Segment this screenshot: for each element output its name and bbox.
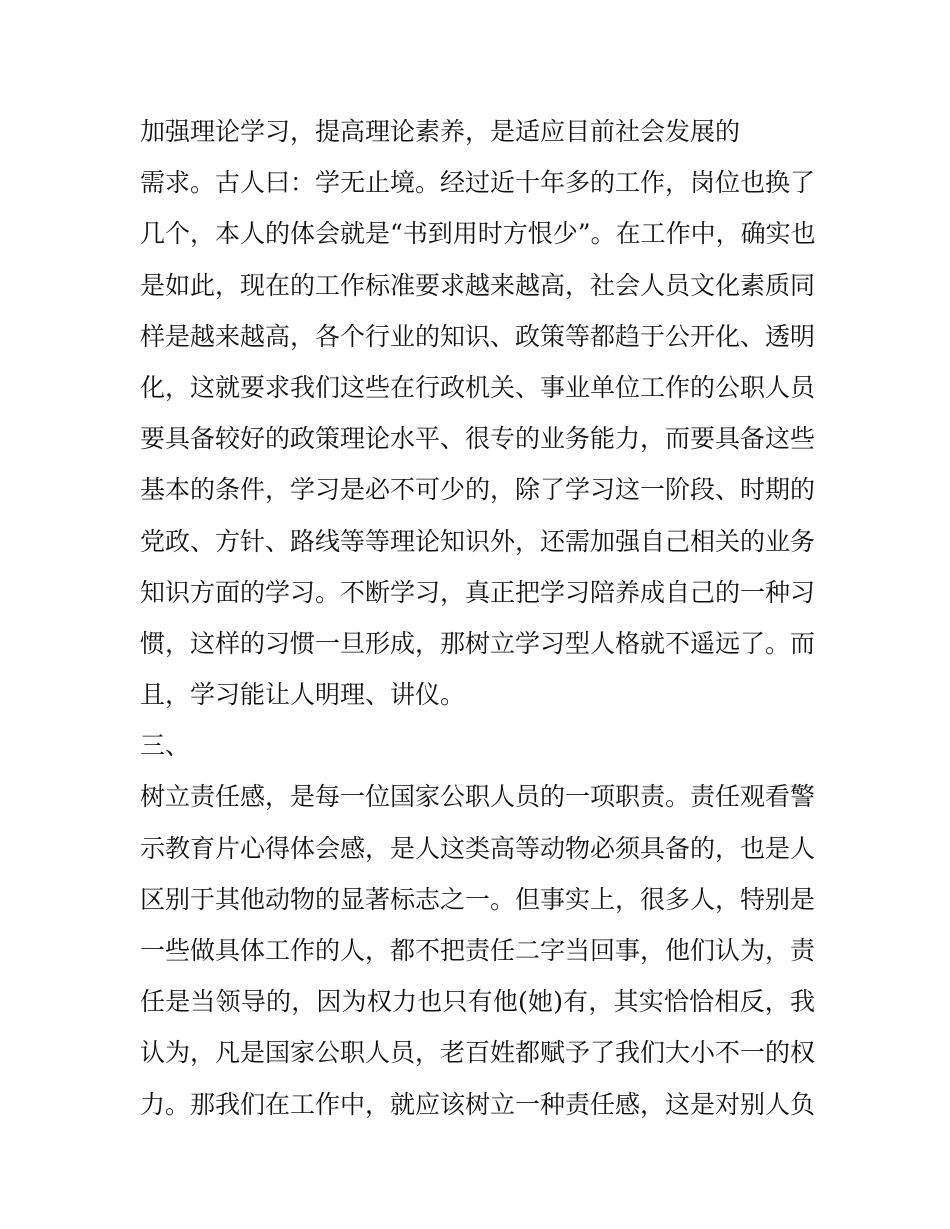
text-line: 党政、方针、路线等等理论知识外，还需加强自己相关的业务	[140, 526, 816, 556]
text-line: 任是当领导的，因为权力也只有他(她)有，其实恰恰相反，我	[140, 987, 815, 1017]
text-line: 树立责任感，是每一位国家公职人员的一项职责。责任观看警	[140, 782, 816, 812]
text-line: 基本的条件，学习是必不可少的，除了学习这一阶段、时期的	[140, 475, 816, 505]
text-line: 化，这就要求我们这些在行政机关、事业单位工作的公职人员	[140, 372, 816, 402]
document-page	[140, 106, 815, 1130]
section-heading: 三、	[140, 731, 191, 761]
text-line: 几个，本人的体会就是“书到用时方恨少”。在工作中，确实也	[140, 219, 816, 249]
text-line: 认为，凡是国家公职人员，老百姓都赋予了我们大小不一的权	[140, 1038, 816, 1068]
text-line: 加强理论学习，提高理论素养，是适应目前社会发展的	[140, 117, 741, 146]
text-line: 区别于其他动物的显著标志之一。但事实上，很多人，特别是	[140, 884, 816, 914]
text-line: 是如此，现在的工作标准要求越来越高，社会人员文化素质同	[140, 270, 816, 300]
text-line: 需求。古人曰：学无止境。经过近十年多的工作，岗位也换了	[140, 168, 816, 198]
text-line: 且，学习能让人明理、讲仪。	[140, 680, 466, 710]
text-line: 一些做具体工作的人，都不把责任二字当回事，他们认为，责	[140, 936, 816, 965]
text-line: 力。那我们在工作中，就应该树立一种责任感，这是对别人负	[140, 1089, 816, 1119]
text-line: 样是越来越高，各个行业的知识、政策等都趋于公开化、透明	[140, 321, 816, 351]
text-line: 知识方面的学习。不断学习，真正把学习陪养成自己的一种习	[140, 577, 816, 607]
text-line: 示教育片心得体会感，是人这类高等动物必须具备的，也是人	[140, 833, 816, 863]
text-line: 要具备较好的政策理论水平、很专的业务能力，而要具备这些	[140, 424, 816, 454]
text-line: 惯，这样的习惯一旦形成，那树立学习型人格就不遥远了。而	[140, 628, 816, 658]
